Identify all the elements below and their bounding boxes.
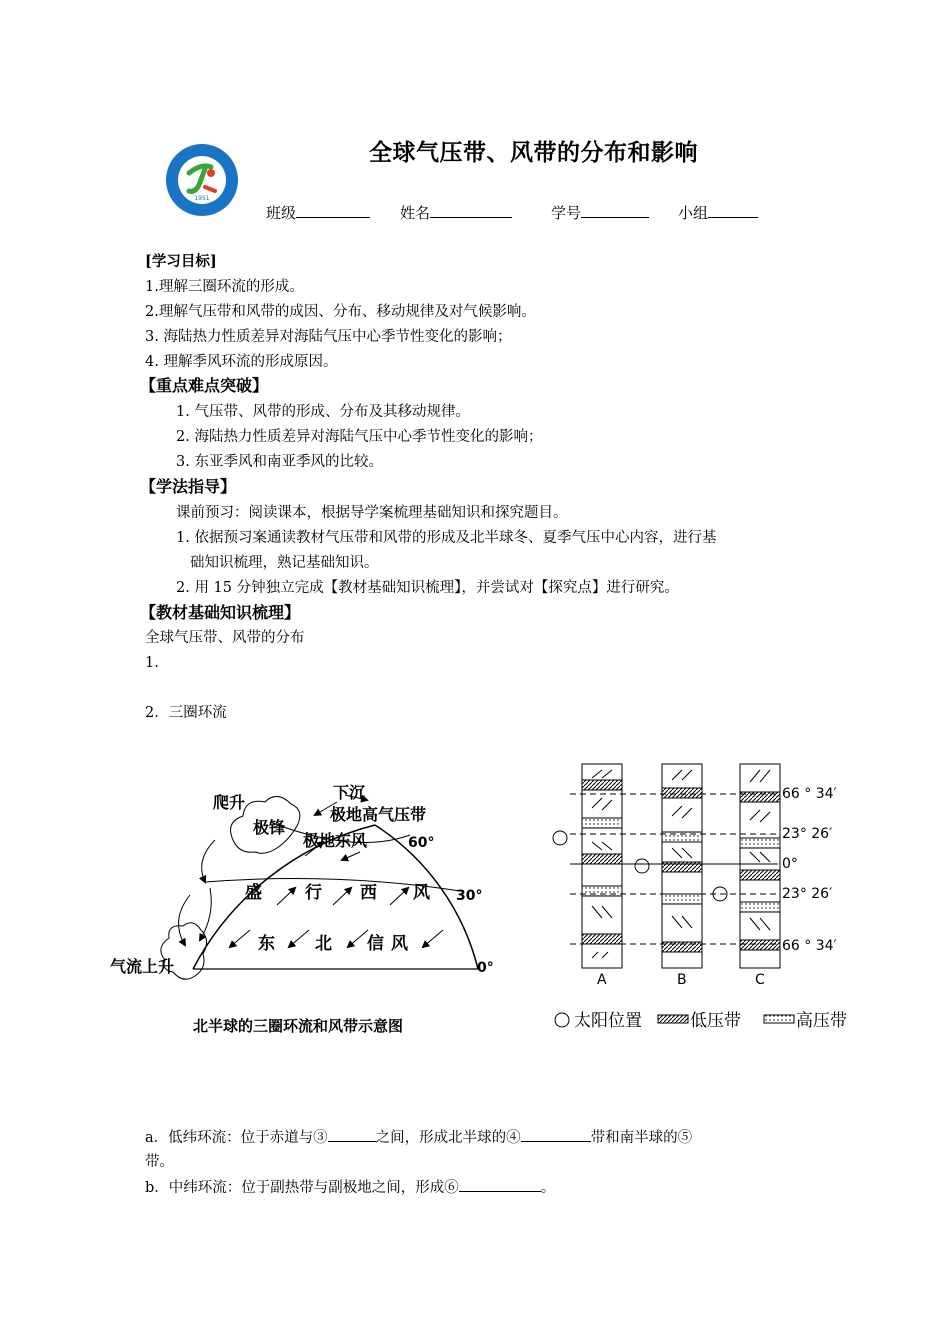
objective-item: 2.理解气压带和风带的成因、分布、移动规律及对气候影响。 bbox=[145, 304, 536, 320]
lat-label-5: 66 ° 34′ bbox=[782, 938, 837, 954]
column-b bbox=[662, 764, 702, 968]
objectives-heading: [学习目标] bbox=[145, 253, 217, 270]
label-trade-1: 东 bbox=[258, 934, 275, 954]
lat-label-2: 23° 26′ bbox=[782, 826, 833, 842]
method-intro: 课前预习：阅读课本，根据导学案梳理基础知识和探究题目。 bbox=[176, 505, 568, 521]
blank-4[interactable] bbox=[521, 1127, 591, 1142]
basics-heading: 【教材基础知识梳理】 bbox=[140, 603, 301, 622]
label-lat0: 0° bbox=[477, 960, 494, 976]
legend-low: 低压带 bbox=[690, 1011, 741, 1031]
method-heading: 【学法指导】 bbox=[140, 477, 237, 496]
label-polar-high: 极地高气压带 bbox=[330, 805, 427, 824]
question-b: b．中纬环流：位于副热带与副极地之间，形成⑥ 。 bbox=[145, 1177, 555, 1198]
key-point-item: 3. 东亚季风和南亚季风的比较。 bbox=[176, 454, 383, 470]
question-a-cont: 带。 bbox=[145, 1154, 174, 1170]
column-label-b: B bbox=[677, 972, 687, 988]
logo-year: 1951 bbox=[194, 195, 210, 202]
method-item: 2. 用 15 分钟独立完成【教材基础知识梳理】，并尝试对【探究点】进行研究。 bbox=[176, 580, 679, 596]
legend-sun-icon bbox=[555, 1013, 569, 1027]
blank-6[interactable] bbox=[459, 1177, 541, 1192]
legend-low-swatch bbox=[658, 1015, 688, 1023]
label-westerly-4: 风 bbox=[413, 883, 430, 903]
lat-label-3: 0° bbox=[782, 856, 798, 872]
label-polar-east: 极地东风 bbox=[303, 831, 368, 850]
label-westerly-2: 行 bbox=[305, 883, 322, 903]
question-a: a．低纬环流：位于赤道与③ 之间，形成北半球的④ 带和南半球的⑤ bbox=[145, 1127, 692, 1148]
label-lat30: 30° bbox=[456, 888, 483, 904]
key-points-heading: 【重点难点突破】 bbox=[140, 376, 269, 395]
method-item: 1. 依据预习案通读教材气压带和风带的形成及北半球冬、夏季气压中心内容，进行基 bbox=[176, 530, 717, 546]
column-a bbox=[582, 764, 622, 968]
label-trade-4: 风 bbox=[391, 934, 408, 954]
label-trade-2: 北 bbox=[315, 934, 332, 954]
figure-left-caption: 北半球的三圈环流和风带示意图 bbox=[193, 1017, 404, 1035]
method-item-cont: 础知识梳理，熟记基础知识。 bbox=[190, 555, 379, 571]
legend-sun: 太阳位置 bbox=[574, 1011, 642, 1031]
basics-subtitle: 全球气压带、风带的分布 bbox=[145, 630, 305, 646]
page-title: 全球气压带、风带的分布和影响 bbox=[369, 139, 698, 166]
label-lat60: 60° bbox=[408, 835, 435, 851]
blank-3[interactable] bbox=[328, 1127, 376, 1142]
basics-item-1: 1. bbox=[145, 655, 159, 671]
label-trade-3: 信 bbox=[367, 934, 384, 954]
key-point-item: 1. 气压带、风带的形成、分布及其移动规律。 bbox=[176, 404, 470, 420]
label-westerly-1: 盛 bbox=[245, 883, 262, 903]
label-rise: 气流上升 bbox=[110, 957, 175, 976]
school-logo bbox=[165, 143, 239, 217]
lat-label-1: 66 ° 34′ bbox=[782, 786, 837, 802]
column-label-c: C bbox=[755, 972, 765, 988]
lat-label-4: 23° 26′ bbox=[782, 886, 833, 902]
student-id-field[interactable]: 学号 bbox=[551, 202, 649, 223]
name-field[interactable]: 姓名 bbox=[400, 202, 512, 223]
group-field[interactable]: 小组 bbox=[678, 202, 758, 223]
column-label-a: A bbox=[597, 972, 607, 988]
key-point-item: 2. 海陆热力性质差异对海陆气压中心季节性变化的影响； bbox=[176, 429, 543, 445]
objective-item: 1.理解三圈环流的形成。 bbox=[145, 279, 304, 295]
objective-item: 4. 理解季风环流的形成原因。 bbox=[145, 354, 338, 370]
label-climb: 爬升 bbox=[213, 793, 246, 812]
label-polar-front: 极锋 bbox=[253, 818, 286, 837]
label-westerly-3: 西 bbox=[360, 883, 377, 903]
class-field[interactable]: 班级 bbox=[266, 202, 370, 223]
label-sink: 下沉 bbox=[333, 783, 366, 802]
pressure-belt-shift-figure bbox=[540, 758, 870, 1043]
legend-high-swatch bbox=[764, 1015, 794, 1023]
column-c bbox=[740, 764, 780, 968]
objective-item: 3. 海陆热力性质差异对海陆气压中心季节性变化的影响； bbox=[145, 329, 512, 345]
three-cell-circulation-figure bbox=[105, 760, 505, 1050]
basics-item-2: 2．三圈环流 bbox=[145, 705, 227, 721]
legend-high: 高压带 bbox=[796, 1011, 847, 1031]
